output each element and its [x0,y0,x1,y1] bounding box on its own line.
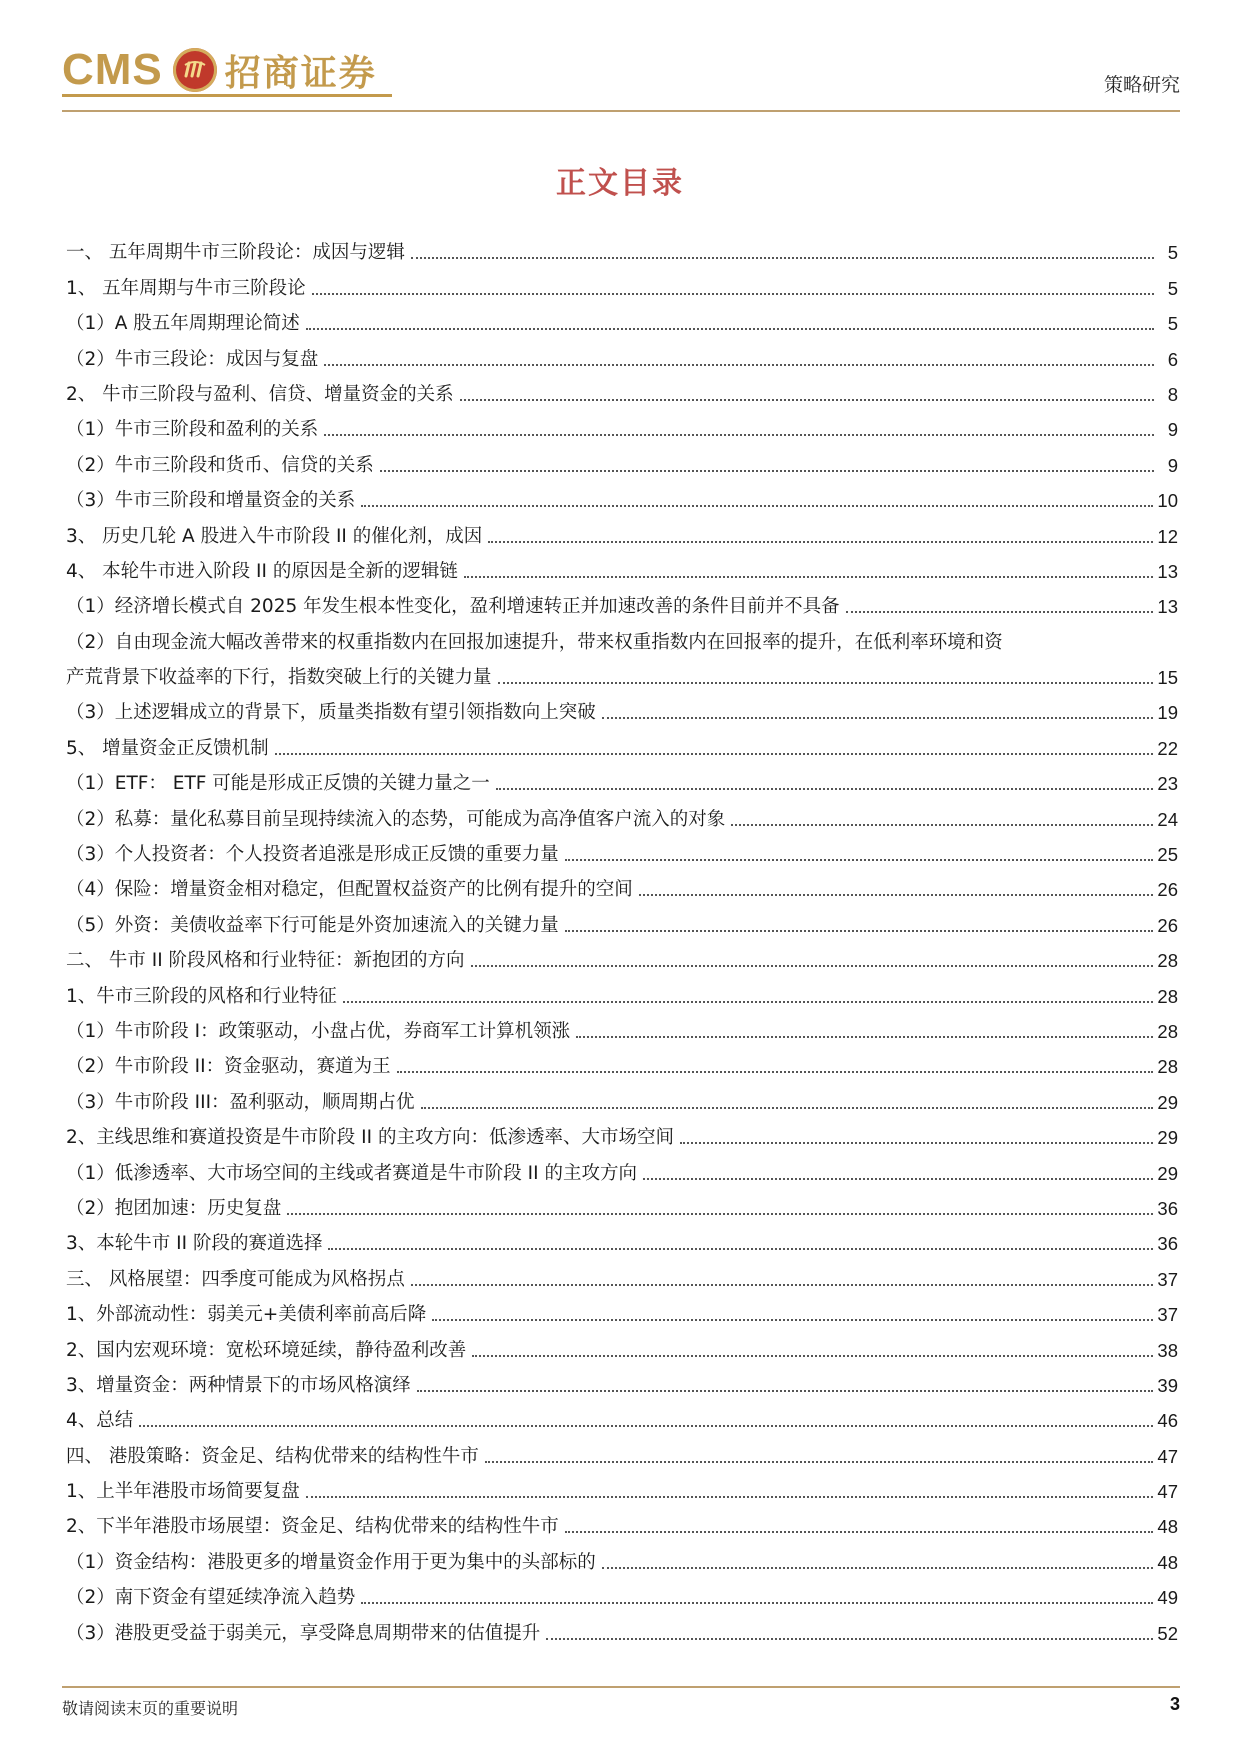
toc-entry-page: 19 [1157,702,1178,724]
toc-leader-dots [496,788,1154,790]
toc-leader-dots [602,1567,1154,1569]
toc-entry-page: 28 [1157,950,1178,972]
toc-entry-page: 12 [1157,525,1178,547]
logo-underline [62,94,392,97]
toc-entry-page: 10 [1157,490,1178,512]
toc-entry[interactable] [66,799,1178,834]
page-footer [62,1686,1180,1716]
toc-entry[interactable] [66,1330,1178,1365]
footer-notice: 敬请阅读末页的重要说明 [62,1699,239,1718]
toc-entry-title: 3、本轮牛市 II 阶段的赛道选择 [66,1233,323,1255]
toc-leader-dots [464,576,1154,578]
toc-entry-page: 22 [1157,737,1178,759]
toc-entry-page: 9 [1167,454,1178,476]
toc-entry[interactable] [66,728,1178,763]
page-header [62,42,1180,112]
toc-entry[interactable] [66,1542,1178,1577]
toc-entry[interactable] [66,410,1178,445]
toc-entry-page: 9 [1167,419,1178,441]
toc-entry[interactable] [66,233,1178,268]
toc-entry[interactable] [66,304,1178,339]
toc-entry-title: 一、 五年周期牛市三阶段论：成因与逻辑 [66,242,405,264]
toc-entry-title: （3）牛市阶段 III：盈利驱动，顺周期占优 [66,1091,415,1113]
toc-entry[interactable] [66,1295,1178,1330]
toc-entry-page: 48 [1157,1516,1178,1538]
toc-leader-dots [471,965,1154,967]
toc-entry-title: 四、 港股策略：资金足、结构优带来的结构性牛市 [66,1445,479,1467]
toc-entry-title: （1）牛市阶段 I：政策驱动，小盘占优，券商军工计算机领涨 [66,1020,571,1042]
toc-leader-dots [324,364,1154,366]
toc-leader-dots [565,930,1154,932]
toc-entry-page: 37 [1157,1268,1178,1290]
toc-entry[interactable] [66,1259,1178,1294]
toc-leader-dots [565,1531,1154,1533]
toc-leader-dots [472,1355,1153,1357]
toc-entry-page: 48 [1157,1551,1178,1573]
toc-entry[interactable] [66,1436,1178,1471]
toc-leader-dots [417,1390,1154,1392]
toc-entry[interactable] [66,941,1178,976]
toc-entry[interactable] [66,1153,1178,1188]
toc-entry-title: 1、 五年周期与牛市三阶段论 [66,277,306,299]
toc-entry-title: （2）私募：量化私募目前呈现持续流入的态势，可能成为高净值客户流入的对象 [66,808,726,830]
toc-entry-title: （3）牛市三阶段和增量资金的关系 [66,490,356,512]
toc-leader-dots [460,399,1154,401]
toc-entry-title: 5、 增量资金正反馈机制 [66,737,269,759]
toc-entry[interactable] [66,1613,1178,1648]
toc-entry-title: 4、 本轮牛市进入阶段 II 的原因是全新的逻辑链 [66,560,458,582]
page-number: 3 [1169,1694,1180,1714]
toc-entry-title: 产荒背景下收益率的下行，指数突破上行的关键力量 [66,667,492,689]
toc-leader-dots [643,1178,1153,1180]
toc-entry-title: （2）自由现金流大幅改善带来的权重指数内在回报加速提升，带来权重指数内在回报率的提升，在低利率环境和资 [66,632,1178,654]
toc-entry-page: 28 [1157,1056,1178,1078]
toc-leader-dots [343,1001,1154,1003]
toc-entry[interactable] [66,552,1178,587]
toc-leader-dots [639,894,1154,896]
toc-entry[interactable] [66,1118,1178,1153]
toc-entry[interactable] [66,587,1178,622]
toc-entry-page: 29 [1157,1091,1178,1113]
toc-entry-page: 29 [1157,1127,1178,1149]
toc-entry-page: 25 [1157,844,1178,866]
toc-entry[interactable] [66,905,1178,940]
toc-entry-title: 4、总结 [66,1410,134,1432]
toc-entry[interactable] [66,1472,1178,1507]
report-section-label: 策略研究 [1103,74,1180,96]
company-logo [62,42,377,98]
table-of-contents [66,233,1178,1649]
toc-entry[interactable] [66,339,1178,374]
toc-leader-dots [546,1638,1153,1640]
toc-entry-page: 28 [1157,1020,1178,1042]
toc-entry-page: 5 [1167,313,1178,335]
toc-entry-title: 2、 牛市三阶段与盈利、信贷、增量资金的关系 [66,383,454,405]
toc-entry-title: （1）低渗透率、大市场空间的主线或者赛道是牛市阶段 II 的主攻方向 [66,1162,637,1184]
toc-leader-dots [602,717,1154,719]
toc-entry-page: 37 [1157,1304,1178,1326]
toc-leader-dots [565,859,1154,861]
toc-entry-page: 26 [1157,914,1178,936]
toc-entry-title: （1）资金结构：港股更多的增量资金作用于更为集中的头部标的 [66,1551,596,1573]
toc-entry-title: 二、 牛市 II 阶段风格和行业特征：新抱团的方向 [66,950,465,972]
toc-entry-title: 3、增量资金：两种情景下的市场风格演绎 [66,1374,411,1396]
toc-entry-page: 49 [1157,1587,1178,1609]
toc-leader-dots [306,328,1154,330]
toc-entry[interactable] [66,1366,1178,1401]
toc-leader-dots [306,1496,1154,1498]
toc-entry-page: 47 [1157,1445,1178,1467]
toc-entry[interactable] [66,481,1178,516]
toc-entry-title: （1）经济增长模式自 2025 年发生根本性变化，盈利增速转正并加速改善的条件目前并不具备 [66,596,840,618]
toc-entry[interactable] [66,693,1178,728]
toc-entry-title: 2、下半年港股市场展望：资金足、结构优带来的结构性牛市 [66,1516,559,1538]
cms-logo-icon [173,48,217,92]
toc-entry-title: 1、外部流动性：弱美元+美债利率前高后降 [66,1304,427,1326]
toc-entry-page: 24 [1157,808,1178,830]
toc-entry[interactable] [66,976,1178,1011]
toc-entry[interactable] [66,870,1178,905]
toc-leader-dots [680,1142,1153,1144]
toc-entry-title: （3）个人投资者：个人投资者追涨是形成正反馈的重要力量 [66,844,559,866]
toc-entry-title: 三、 风格展望：四季度可能成为风格拐点 [66,1268,405,1290]
toc-entry-title: （1）ETF： ETF 可能是形成正反馈的关键力量之一 [66,773,490,795]
toc-leader-dots [432,1319,1153,1321]
toc-leader-dots [287,1213,1153,1215]
toc-entry[interactable] [66,1578,1178,1613]
logo-text-en: CMS [62,45,163,94]
footer-divider [62,1686,1180,1688]
toc-entry[interactable] [66,1224,1178,1259]
toc-leader-dots [380,470,1154,472]
toc-entry-page: 26 [1157,879,1178,901]
toc-entry[interactable] [66,835,1178,870]
toc-entry[interactable] [66,1401,1178,1436]
toc-entry-page: 52 [1157,1622,1178,1644]
toc-entry-page: 8 [1167,383,1178,405]
toc-entry[interactable] [66,1012,1178,1047]
toc-entry[interactable] [66,1047,1178,1082]
toc-entry[interactable] [66,1507,1178,1542]
toc-leader-dots [361,1602,1153,1604]
toc-entry-title: 1、上半年港股市场简要复盘 [66,1481,300,1503]
toc-entry-title: （3）上述逻辑成立的背景下，质量类指数有望引领指数向上突破 [66,702,596,724]
toc-entry[interactable] [66,445,1178,480]
toc-leader-dots [312,293,1154,295]
toc-entry-page: 5 [1167,277,1178,299]
toc-entry-title: 1、牛市三阶段的风格和行业特征 [66,985,337,1007]
toc-entry-page: 6 [1167,348,1178,370]
toc-entry-page: 47 [1157,1481,1178,1503]
toc-entry-title: （3）港股更受益于弱美元，享受降息周期带来的估值提升 [66,1622,541,1644]
toc-entry-page: 39 [1157,1374,1178,1396]
toc-leader-dots [397,1071,1154,1073]
toc-entry-title: （1）A 股五年周期理论简述 [66,313,300,335]
toc-entry-page: 5 [1167,242,1178,264]
toc-entry-page: 23 [1157,773,1178,795]
toc-entry[interactable] [66,658,1178,693]
toc-entry-title: （2）牛市三段论：成因与复盘 [66,348,319,370]
toc-leader-dots [421,1107,1154,1109]
toc-leader-dots [731,824,1153,826]
toc-leader-dots [328,1248,1153,1250]
toc-leader-dots [411,257,1154,259]
toc-entry-title: （2）抱团加速：历史复盘 [66,1197,282,1219]
toc-entry-page: 13 [1157,596,1178,618]
logo-text-cn: 招商证券 [224,52,377,94]
toc-entry-title: （2）牛市三阶段和货币、信贷的关系 [66,454,374,476]
toc-entry[interactable] [66,764,1178,799]
toc-entry[interactable] [66,622,1178,657]
toc-entry-title: （4）保险：增量资金相对稳定，但配置权益资产的比例有提升的空间 [66,879,633,901]
toc-leader-dots [485,1461,1154,1463]
toc-entry-title: （5）外资：美债收益率下行可能是外资加速流入的关键力量 [66,914,559,936]
toc-leader-dots [576,1036,1153,1038]
toc-entry[interactable] [66,1082,1178,1117]
toc-entry[interactable] [66,516,1178,551]
toc-entry-title: 2、国内宏观环境：宽松环境延续，静待盈利改善 [66,1339,467,1361]
toc-entry-page: 28 [1157,985,1178,1007]
toc-entry-title: 3、 历史几轮 A 股进入牛市阶段 II 的催化剂，成因 [66,525,483,547]
toc-leader-dots [498,682,1154,684]
page-title: 正文目录 [556,166,684,201]
toc-leader-dots [361,505,1153,507]
toc-entry-page: 46 [1157,1410,1178,1432]
toc-leader-dots [488,541,1153,543]
toc-entry-page: 15 [1157,667,1178,689]
header-divider [62,110,1180,112]
toc-entry-page: 29 [1157,1162,1178,1184]
toc-entry-title: （2）南下资金有望延续净流入趋势 [66,1587,356,1609]
toc-entry-title: 2、主线思维和赛道投资是牛市阶段 II 的主攻方向：低渗透率、大市场空间 [66,1127,674,1149]
toc-entry-page: 36 [1157,1233,1178,1255]
toc-leader-dots [139,1425,1153,1427]
toc-entry-page: 38 [1157,1339,1178,1361]
toc-entry-title: （1）牛市三阶段和盈利的关系 [66,419,319,441]
toc-entry[interactable] [66,375,1178,410]
toc-leader-dots [846,611,1154,613]
toc-leader-dots [411,1284,1154,1286]
toc-leader-dots [275,753,1154,755]
toc-entry[interactable] [66,268,1178,303]
toc-entry-page: 36 [1157,1197,1178,1219]
toc-entry-title: （2）牛市阶段 II：资金驱动，赛道为王 [66,1056,391,1078]
toc-leader-dots [324,434,1154,436]
toc-entry[interactable] [66,1189,1178,1224]
toc-entry-page: 13 [1157,560,1178,582]
